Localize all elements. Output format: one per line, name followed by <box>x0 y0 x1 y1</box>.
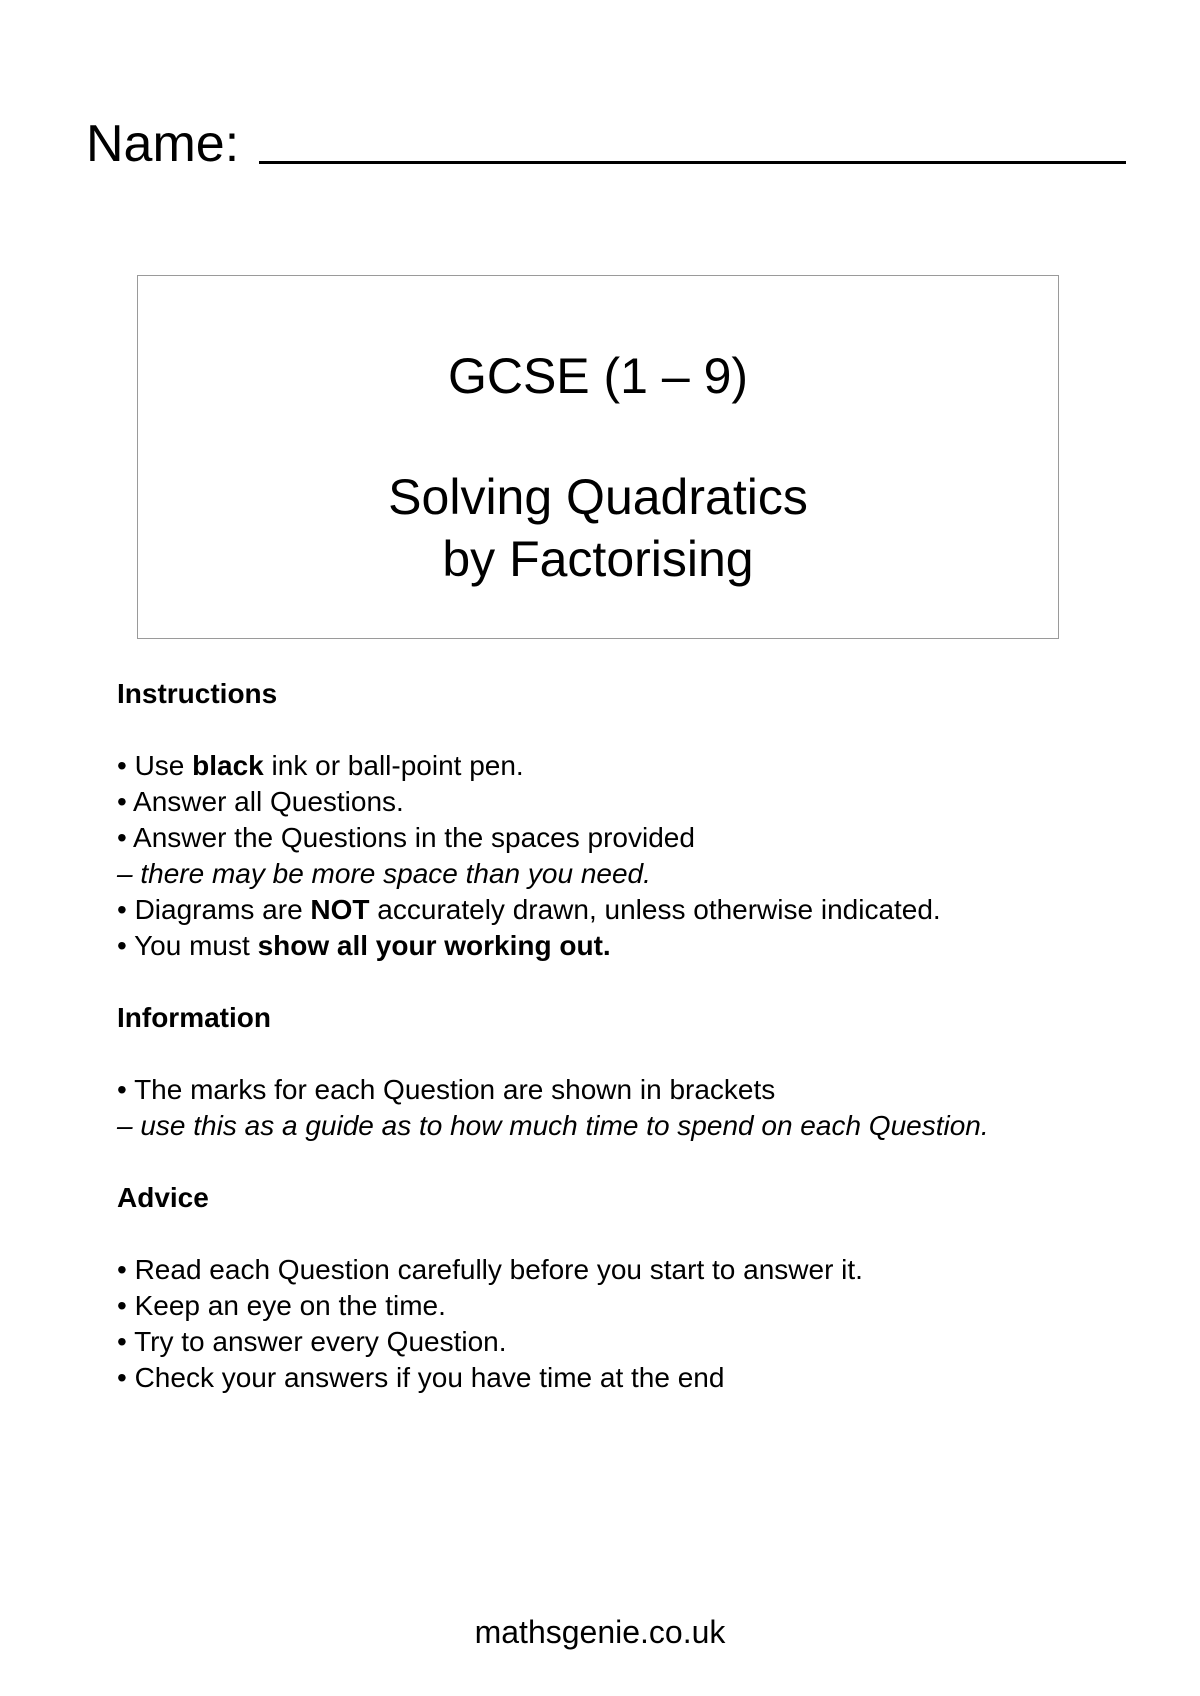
instruction-item: • Diagrams are NOT accurately drawn, unless otherwise indicated. <box>117 894 941 925</box>
topic-title-line-2: by Factorising <box>442 531 754 587</box>
instruction-item: • Answer all Questions. <box>117 786 404 817</box>
name-write-line <box>259 161 1126 164</box>
advice-item: • Try to answer every Question. <box>117 1326 507 1357</box>
advice-item: • Read each Question carefully before you start to answer it. <box>117 1254 863 1285</box>
information-item: • The marks for each Question are shown in brackets <box>117 1074 776 1105</box>
footer-site-url: mathsgenie.co.uk <box>474 1614 726 1650</box>
name-field-row <box>86 104 1126 174</box>
information-section <box>117 1000 1157 1144</box>
topic-title <box>138 466 1058 590</box>
instruction-item: • Use black ink or ball-point pen. <box>117 750 524 781</box>
information-note: – use this as a guide as to how much time to spend on each Question. <box>117 1110 989 1141</box>
title-box <box>137 275 1059 639</box>
advice-section <box>117 1180 1157 1396</box>
name-label: Name: <box>86 115 240 173</box>
instructions-heading: Instructions <box>117 678 278 709</box>
topic-title-line-1: Solving Quadratics <box>388 469 808 525</box>
information-heading: Information <box>117 1002 271 1033</box>
advice-item: • Check your answers if you have time at the end <box>117 1362 725 1393</box>
instruction-item: • You must show all your working out. <box>117 930 611 961</box>
course-title: GCSE (1 – 9) <box>447 348 749 404</box>
advice-heading: Advice <box>117 1182 209 1213</box>
advice-item: • Keep an eye on the time. <box>117 1290 446 1321</box>
instruction-item: • Answer the Questions in the spaces provided <box>117 822 695 853</box>
instructions-section <box>117 676 1157 964</box>
instruction-note: – there may be more space than you need. <box>117 858 651 889</box>
